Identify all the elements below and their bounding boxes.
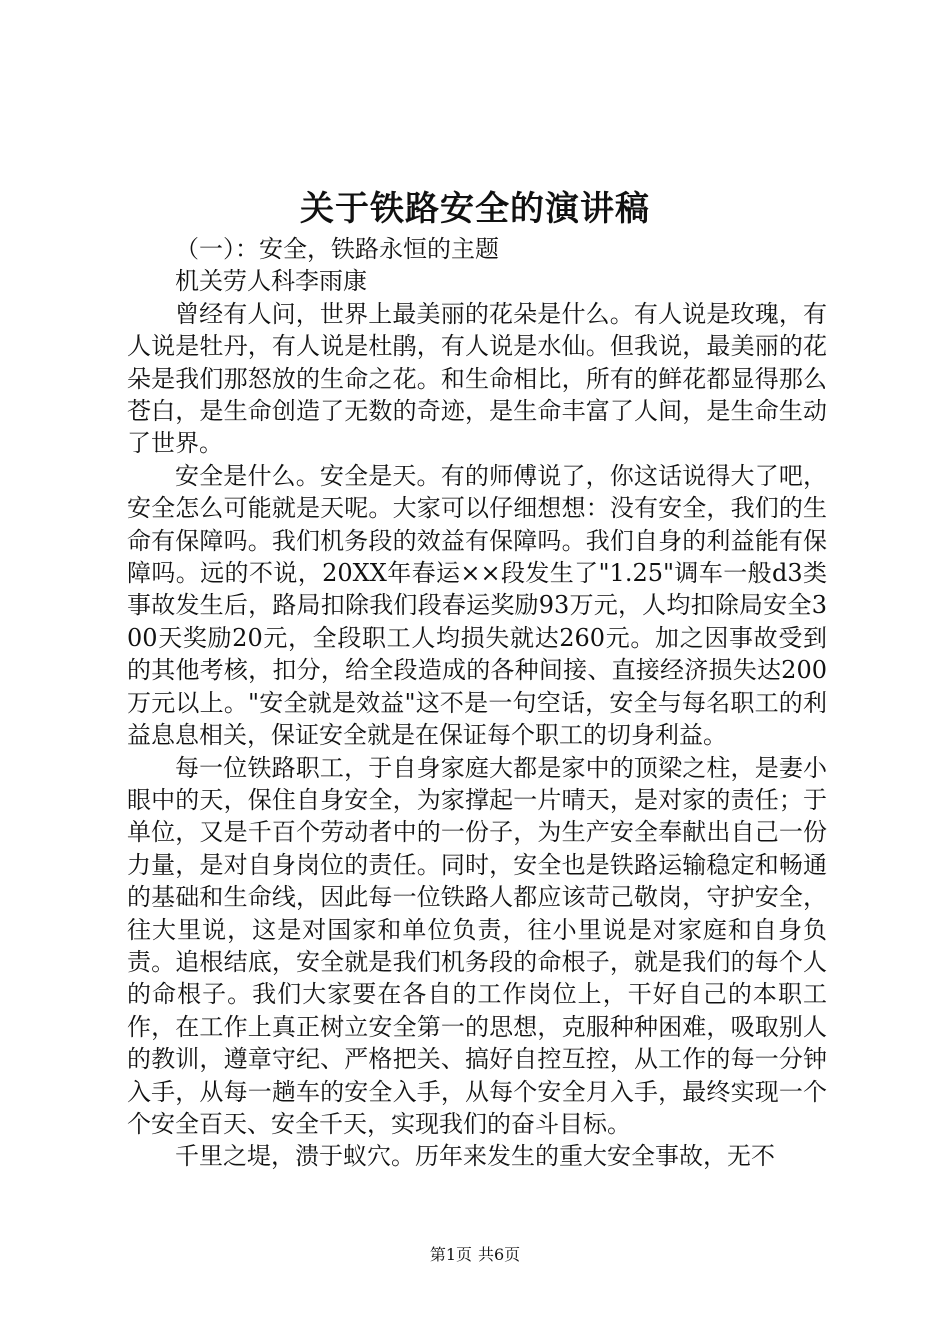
paragraph: 每一位铁路职工，于自身家庭大都是家中的顶梁之柱，是妻小眼中的天，保住自身安全，为家撑起一片晴天，是对家的责任；于单位，又是千百个劳动者中的一份子，为生产安全奉献出自己一份力量，是对自身岗位的责任。同时，安全也是铁路运输稳定和畅通的基础和生命线，因此每一位铁路人都应该苛己敬岗，守护安全，往大里说，这是对国家和单位负责，往小里说是对家庭和自身负责。追根结底，安全就是我们机务段的命根子，就是我们的每个人的命根子。我们大家要在各自的工作岗位上，干好自己的本职工作，在工作上真正树立安全第一的思想，克服种种困难，吸取别人的教训，遵章守纪、严格把关、搞好自控互控，从工作的每一分钟入手，从每一趟车的安全入手，从每个安全月入手，最终实现一个个安全百天、安全千天，实现我们的奋斗目标。: [127, 753, 827, 1138]
page-number: 第1页: [429, 1245, 472, 1264]
page-footer: [0, 1244, 950, 1266]
author-line: 机关劳人科李雨康: [175, 267, 367, 296]
paragraph: 千里之堤，溃于蚁穴。历年来发生的重大安全事故，无不: [175, 1142, 775, 1171]
document-title: 关于铁路安全的演讲稿: [300, 189, 650, 229]
document-body: [127, 233, 827, 1173]
section-heading: （一）：安全，铁路永恒的主题: [175, 235, 499, 263]
page-total: 共6页: [478, 1245, 521, 1264]
paragraph: 曾经有人问，世界上最美丽的花朵是什么。有人说是玫瑰，有人说是牡丹，有人说是杜鹃，有人说是水仙。但我说，最美丽的花朵是我们那怒放的生命之花。和生命相比，所有的鲜花都显得那么苍白，是生命创造了无数的奇迹，是生命丰富了人间，是生命生动了世界。: [127, 299, 827, 458]
paragraph: 安全是什么。安全是天。有的师傅说了，你这话说得大了吧，安全怎么可能就是天呢。大家可以仔细想想：没有安全，我们的生命有保障吗。我们机务段的效益有保障吗。我们自身的利益能有保障吗。远的不说，20XX年春运××段发生了"1.25"调车一般d3类事故发生后，路局扣除我们段春运奖励93万元，人均扣除局安全300天奖励20元，全段职工人均损失就达260元。加之因事故受到的其他考核，扣分，给全段造成的各种间接、直接经济损失达200万元以上。"安全就是效益"这不是一句空话，安全与每名职工的利益息息相关，保证安全就是在保证每个职工的切身利益。: [127, 461, 827, 750]
